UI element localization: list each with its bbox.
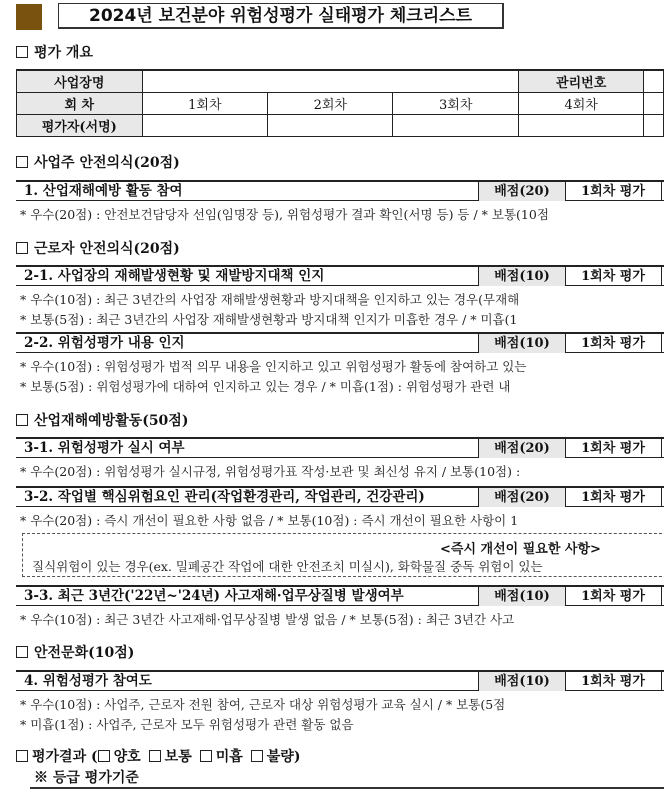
- section-overview: 평가 개요: [16, 42, 93, 62]
- result-option-normal: 보통: [164, 749, 192, 765]
- item-2-2-header: [16, 332, 664, 353]
- urgent-text: 질식위험이 있는 경우(ex. 밀폐공간 작업에 대한 안전조치 미실시), 화학물질 중독 위험이 있는: [32, 559, 543, 574]
- item-3-2-header: [16, 486, 664, 507]
- item-label: 2-2. 위험성평가 내용 인지: [24, 335, 185, 351]
- item-eval: 1회차 평가: [565, 267, 662, 286]
- item-4-header: [16, 670, 664, 691]
- round-1: 1회차: [142, 93, 267, 115]
- result-option-good-checkbox[interactable]: [98, 750, 110, 762]
- item-eval: 1회차 평가: [565, 334, 662, 353]
- grade-heading: ※ 등급 평가기준: [34, 770, 139, 786]
- item-score: 배점(20): [478, 439, 566, 458]
- checkbox-icon: [16, 646, 28, 658]
- page-title: 2024년 보건분야 위험성평가 실태평가 체크리스트: [58, 3, 504, 29]
- overview-table: [16, 69, 664, 137]
- item-2-1-header: [16, 265, 664, 286]
- evaluator-sign-4[interactable]: [518, 115, 643, 137]
- item-4-criteria-1: * 우수(10점) : 사업주, 근로자 전원 참여, 근로자 대상 위험성평가 교육 실시 / * 보통(5점: [20, 697, 506, 712]
- item-3-3-criteria: * 우수(10점) : 최근 3년간 사고재해·업무상질병 발생 없음 / * 보통(5점) : 최근 3년간 사고: [20, 612, 515, 627]
- item-3-1-criteria: * 우수(20점) : 위험성평가 실시규정, 위험성평가표 작성·보관 및 최신성 유지 / 보통(10점) :: [20, 464, 521, 479]
- item-score: 배점(10): [478, 267, 566, 286]
- round-4: 4회차: [518, 93, 643, 115]
- result-option-poor-checkbox[interactable]: [200, 750, 212, 762]
- grade-divider: [30, 787, 664, 789]
- item-3-3-header: [16, 585, 664, 606]
- item-eval: 1회차 평가: [565, 488, 662, 507]
- round-label: 회 차: [17, 93, 143, 115]
- mgmt-no-value[interactable]: [644, 70, 664, 93]
- section-worker: 근로자 안전의식(20점): [16, 238, 180, 258]
- item-label: 2-1. 사업장의 재해발생현황 및 재발방지대책 인지: [24, 268, 325, 284]
- item-score: 배점(10): [478, 587, 566, 606]
- item-3-2-criteria: * 우수(20점) : 즉시 개선이 필요한 사항 없음 / * 보통(10점) : 즉시 개선이 필요한 사항이 1: [20, 513, 519, 528]
- item-label: 3-2. 작업별 핵심위험요인 관리(작업환경관리, 작업관리, 건강관리): [24, 489, 425, 505]
- item-2-2-criteria-1: * 우수(10점) : 위험성평가 법적 의무 내용을 인지하고 있고 위험성평가 활동에 참여하고 있는: [20, 359, 527, 374]
- round-2: 2회차: [268, 93, 393, 115]
- result-label: 평가결과: [32, 749, 87, 765]
- workplace-value[interactable]: [142, 70, 518, 93]
- item-2-2-criteria-2: * 보통(5점) : 위험성평가에 대하여 인지하고 있는 경우 / * 미흡(1점) : 위험성평가 관련 내: [20, 379, 511, 394]
- checkbox-icon: [16, 46, 28, 58]
- item-score: 배점(10): [478, 334, 566, 353]
- section-employer: 사업주 안전의식(20점): [16, 152, 180, 172]
- item-1-criteria: * 우수(20점) : 안전보건담당자 선임(임명장 등), 위험성평가 결과 확인(서명 등) 등 / * 보통(10점: [20, 207, 549, 222]
- item-1-header: [16, 180, 664, 201]
- item-label: 3-3. 최근 3년간('22년~'24년) 사고재해·업무상질병 발생여부: [24, 588, 404, 604]
- item-eval: 1회차 평가: [565, 672, 662, 691]
- item-3-1-header: [16, 437, 664, 458]
- checkbox-icon: [16, 156, 28, 168]
- section-culture: 안전문화(10점): [16, 642, 134, 662]
- item-4-criteria-2: * 미흡(1점) : 사업주, 근로자 모두 위험성평가 관련 활동 없음: [20, 717, 354, 732]
- section-prevention: 산업재해예방활동(50점): [16, 410, 188, 430]
- item-2-1-criteria-1: * 우수(10점) : 최근 3년간의 사업장 재해발생현황과 방지대책을 인지하고 있는 경우(무재해: [20, 292, 520, 307]
- checkbox-icon: [16, 414, 28, 426]
- result-option-bad-checkbox[interactable]: [251, 750, 263, 762]
- urgent-title: <즉시 개선이 필요한 사항>: [440, 542, 601, 557]
- checkbox-icon: [16, 750, 28, 762]
- evaluation-result: 평가결과 ( 양호 보통 미흡 불량): [16, 746, 300, 766]
- item-eval: 1회차 평가: [565, 439, 662, 458]
- item-eval: 1회차 평가: [565, 587, 662, 606]
- item-label: 3-1. 위험성평가 실시 여부: [24, 440, 185, 456]
- evaluator-label: 평가자(서명): [17, 115, 143, 137]
- mgmt-no-label: 관리번호: [518, 70, 643, 93]
- result-option-bad: 불량: [266, 749, 294, 765]
- item-eval: 1회차 평가: [565, 182, 662, 201]
- evaluator-sign-1[interactable]: [142, 115, 267, 137]
- result-option-good: 양호: [113, 749, 141, 765]
- result-option-poor: 미흡: [215, 749, 243, 765]
- evaluator-sign-3[interactable]: [393, 115, 518, 137]
- workplace-label: 사업장명: [17, 70, 143, 93]
- item-label: 4. 위험성평가 참여도: [24, 673, 152, 689]
- title-marker: [16, 4, 42, 30]
- item-score: 배점(20): [478, 182, 566, 201]
- result-option-normal-checkbox[interactable]: [149, 750, 161, 762]
- item-2-1-criteria-2: * 보통(5점) : 최근 3년간의 사업장 재해발생현황과 방지대책 인지가 미흡한 경우 / * 미흡(1: [20, 312, 518, 327]
- item-label: 1. 산업재해예방 활동 참여: [24, 183, 183, 199]
- evaluator-sign-2[interactable]: [268, 115, 393, 137]
- round-3: 3회차: [393, 93, 518, 115]
- checkbox-icon: [16, 242, 28, 254]
- item-score: 배점(10): [478, 672, 566, 691]
- item-score: 배점(20): [478, 488, 566, 507]
